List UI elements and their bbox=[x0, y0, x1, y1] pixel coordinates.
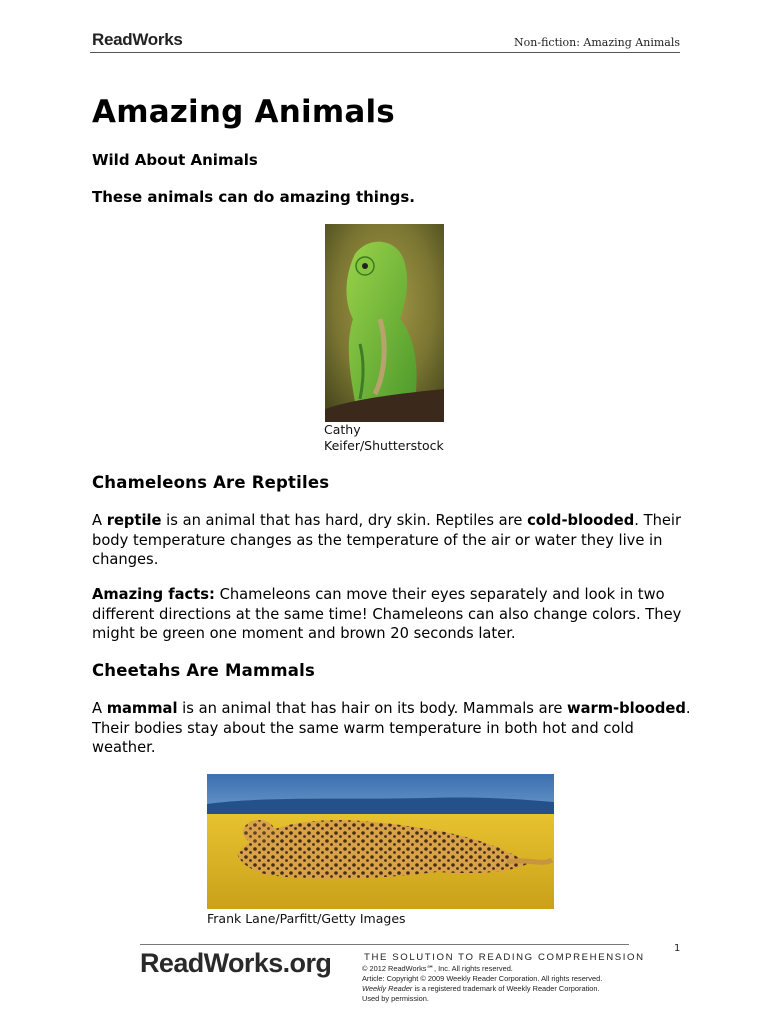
footer-trademark: Weekly Reader is a registered trademark of Weekly Reader Corporation. bbox=[362, 984, 600, 993]
page-title: Amazing Animals bbox=[92, 94, 395, 130]
chameleon-caption bbox=[324, 422, 444, 454]
cold-blooded-term: cold-blooded bbox=[527, 512, 635, 529]
footer-copyright: © 2012 ReadWorks℠, Inc. All rights reserved. bbox=[362, 964, 513, 973]
header-divider bbox=[90, 52, 680, 53]
mammal-paragraph: A mammal is an animal that has hair on its body. Mammals are warm-blooded. Their bodies stay about the same warm temperature in both hot and cold weather. bbox=[92, 700, 691, 756]
readworks-org-logo: ReadWorks.org bbox=[140, 948, 332, 978]
chameleon-caption-line1: Cathy bbox=[324, 422, 361, 437]
cheetah-caption: Frank Lane/Parfitt/Getty Images bbox=[207, 911, 406, 926]
footer-article-copyright: Article: Copyright © 2009 Weekly Reader Corporation. All rights reserved. bbox=[362, 974, 603, 983]
cheetah-photo bbox=[207, 774, 554, 909]
amazing-facts-paragraph: Amazing facts: Chameleons can move their eyes separately and look in two different directions at the same time! Chameleons can also change colors. They might be green one moment and brown 20 seconds later. bbox=[92, 586, 682, 642]
footer-permission: Used by permission. bbox=[362, 994, 429, 1003]
header-section-label: Non-fiction: Amazing Animals bbox=[514, 36, 680, 49]
chameleon-illustration bbox=[325, 224, 444, 422]
page-number: 1 bbox=[674, 943, 681, 954]
readworks-logo: ReadWorks bbox=[92, 30, 183, 49]
reptile-paragraph: A reptile is an animal that has hard, dry skin. Reptiles are cold-blooded. Their body temperature changes as the temperature of the air or water they live in changes. bbox=[92, 512, 682, 568]
reptile-term: reptile bbox=[106, 512, 162, 529]
amazing-facts-label: Amazing facts: bbox=[92, 586, 215, 603]
tagline: These animals can do amazing things. bbox=[92, 188, 415, 206]
cheetah-illustration bbox=[207, 774, 554, 909]
chameleon-caption-line2: Keifer/Shutterstock bbox=[324, 438, 444, 453]
footer-tagline: THE SOLUTION TO READING COMPREHENSION bbox=[364, 952, 645, 963]
chameleon-photo bbox=[325, 224, 444, 422]
section-heading-cheetahs: Cheetahs Are Mammals bbox=[92, 661, 315, 680]
subtitle: Wild About Animals bbox=[92, 151, 258, 169]
section-heading-chameleons: Chameleons Are Reptiles bbox=[92, 473, 330, 492]
warm-blooded-term: warm-blooded bbox=[567, 700, 686, 717]
footer-divider bbox=[140, 944, 629, 945]
mammal-term: mammal bbox=[106, 700, 178, 717]
